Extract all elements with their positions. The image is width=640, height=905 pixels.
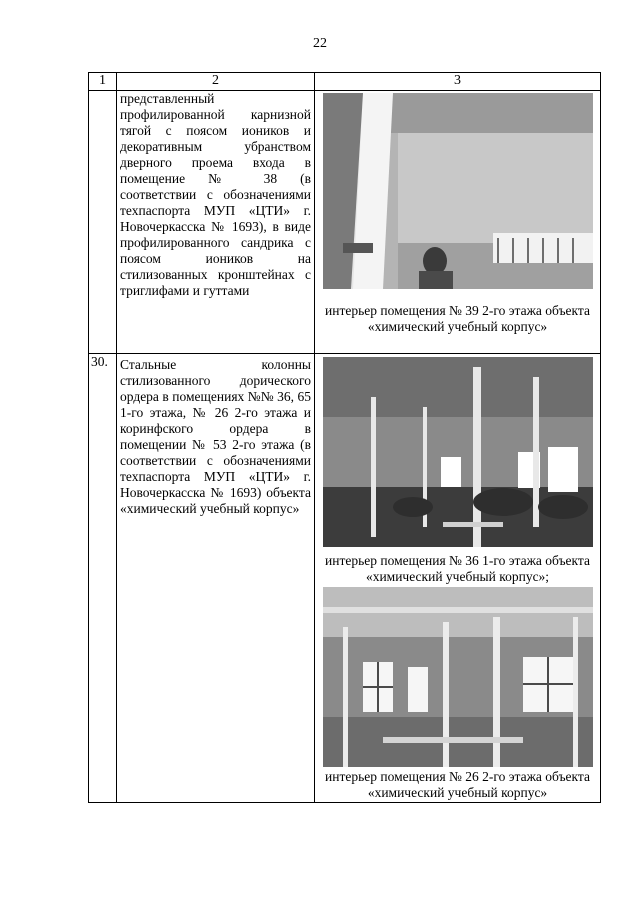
interior-photo-room-36-image: [323, 357, 593, 547]
row-description: представленный профилированной карнизной тягой с поясом иоников и декоративным убранством дверного проема входа в помещение № 38 (в соответствии с обозначениями техпаспорта МУП «ЦТИ» г. Новочеркасска № 1693), в виде профилированного сандрика с поясом иоников на стилизованных кронштейнах с триглифами и гуттами: [117, 91, 315, 354]
table-row: [89, 91, 601, 354]
row-photos: [315, 354, 601, 803]
page-number: 22: [313, 36, 327, 51]
row-number: [89, 91, 117, 354]
interior-photo-room-26: [323, 587, 593, 767]
table-row: [89, 354, 601, 803]
monument-elements-table: [88, 72, 601, 803]
interior-photo-room-39: [323, 93, 593, 289]
table-header-row: [89, 73, 601, 91]
photo-caption: интерьер помещения № 36 1-го этажа объекта «химический учебный корпус»;: [325, 553, 590, 584]
photo-caption: интерьер помещения № 39 2-го этажа объекта «химический учебный корпус»: [325, 303, 590, 334]
header-col-3: 3: [315, 73, 601, 91]
header-col-2: 2: [117, 73, 315, 91]
header-col-1: 1: [89, 73, 117, 91]
photo-caption: интерьер помещения № 26 2-го этажа объекта «химический учебный корпус»: [325, 769, 590, 800]
row-photos: [315, 91, 601, 354]
interior-photo-room-39-image: [323, 93, 593, 289]
row-description: Стальные колонны стилизованного дорического ордера в помещениях №№ 36, 65 1-го этажа, № 26 2-го этажа и коринфского ордера в помещении № 53 2-го этажа (в соответствии с обозначениями техпаспорта МУП «ЦТИ» г. Новочеркасска № 1693) объекта «химический учебный корпус»: [117, 354, 315, 803]
row-number: 30.: [89, 354, 117, 803]
interior-photo-room-26-image: [323, 587, 593, 767]
interior-photo-room-36: [323, 357, 593, 547]
